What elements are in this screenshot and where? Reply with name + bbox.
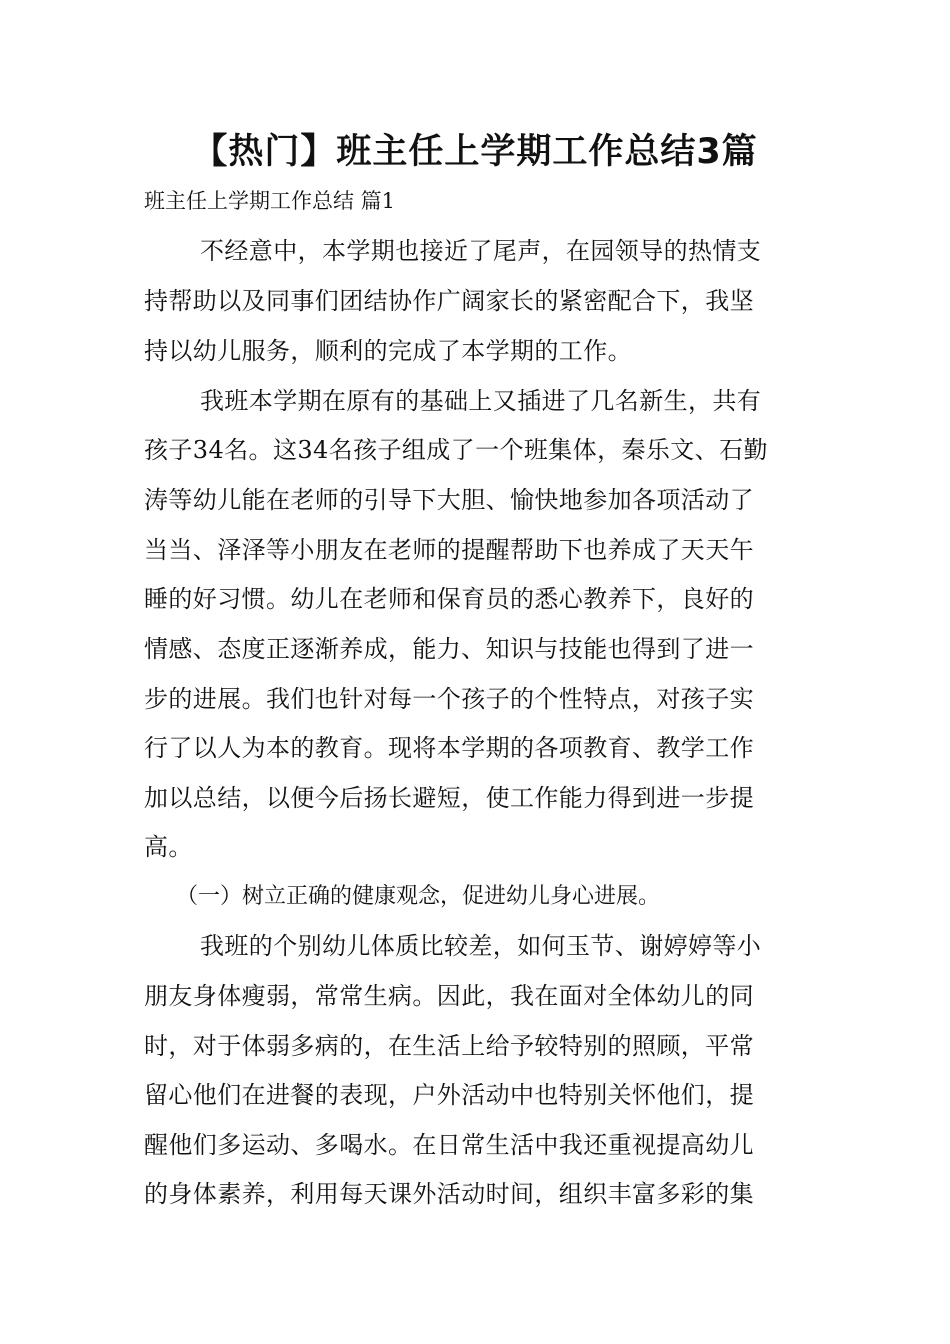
paragraph-line: 情感、态度正逐渐养成，能力、知识与技能也得到了进一 <box>144 635 754 663</box>
section-heading: （一）树立正确的健康观念，促进幼儿身心进展。 <box>176 884 661 909</box>
paragraph-line: 步的进展。我们也针对每一个孩子的个性特点，对孩子实 <box>144 685 754 713</box>
paragraph-line: 持帮助以及同事们团结协作广阔家长的紧密配合下，我坚 <box>144 287 754 315</box>
paragraph-line: 当当、泽泽等小朋友在老师的提醒帮助下也养成了天天午 <box>144 536 754 564</box>
paragraph-line: 时，对于体弱多病的，在生活上给予较特别的照顾，平常 <box>144 1032 754 1060</box>
paragraph-line: 行了以人为本的教育。现将本学期的各项教育、教学工作 <box>144 734 754 762</box>
paragraph-line: 我班本学期在原有的基础上又插进了几名新生，共有 <box>200 387 762 415</box>
paragraph-line: 不经意中，本学期也接近了尾声，在园领导的热情支 <box>200 237 762 265</box>
paragraph-line: 留心他们在进餐的表现，户外活动中也特别关怀他们，提 <box>144 1081 754 1109</box>
paragraph-line: 醒他们多运动、多喝水。在日常生活中我还重视提高幼儿 <box>144 1131 754 1159</box>
paragraph-line: 涛等幼儿能在老师的引导下大胆、愉快地参加各项活动了 <box>144 486 754 514</box>
paragraph-line: 睡的好习惯。幼儿在老师和保育员的悉心教养下，良好的 <box>144 585 754 613</box>
paragraph-line: 持以幼儿服务，顺利的完成了本学期的工作。 <box>144 337 632 365</box>
paragraph-line: 的身体素养，利用每天课外活动时间，组织丰富多彩的集 <box>144 1180 754 1208</box>
paragraph-line: 朋友身体瘦弱，常常生病。因此，我在面对全体幼儿的同 <box>144 982 754 1010</box>
document-title: 【热门】班主任上学期工作总结3篇 <box>192 132 758 172</box>
paragraph-line: 高。 <box>144 833 193 861</box>
paragraph-line: 加以总结，以便今后扬长避短，使工作能力得到进一步提 <box>144 784 754 812</box>
document-subtitle: 班主任上学期工作总结 篇1 <box>144 189 396 213</box>
paragraph-line: 孩子34名。这34名孩子组成了一个班集体，秦乐文、石勤 <box>144 436 768 464</box>
paragraph-line: 我班的个别幼儿体质比较差，如何玉节、谢婷婷等小 <box>200 932 762 960</box>
